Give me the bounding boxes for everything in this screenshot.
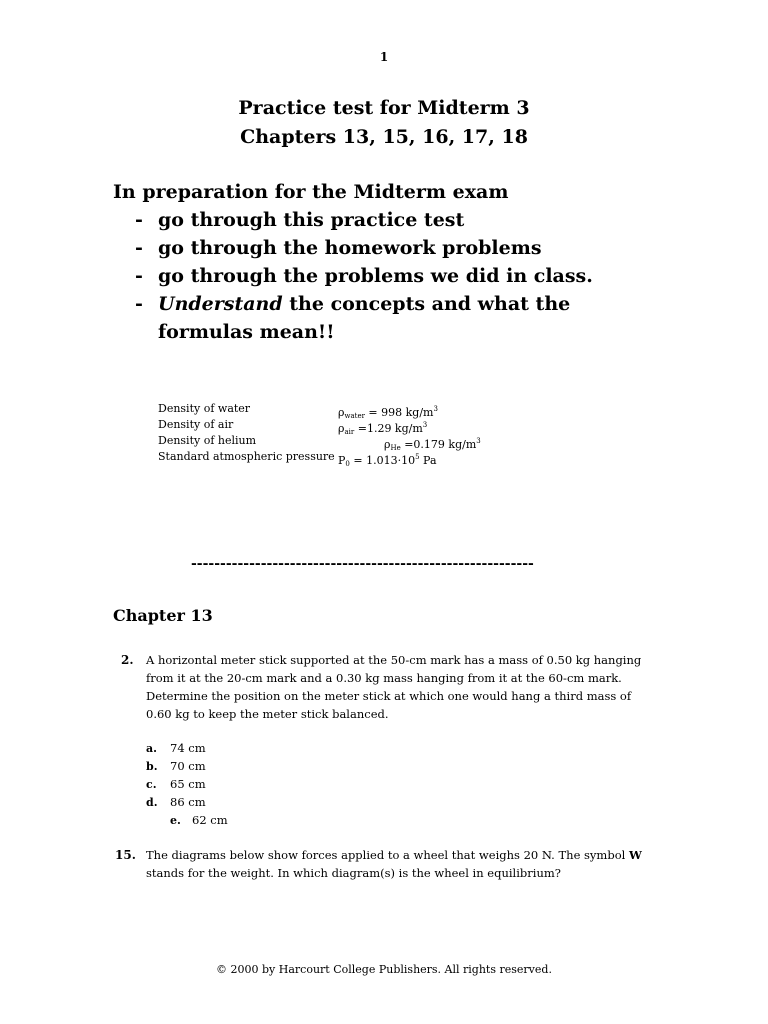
- superscript: 3: [422, 421, 428, 429]
- subscript: water: [344, 412, 365, 420]
- option-text: 65 cm: [170, 777, 206, 791]
- bullet-item: go through the problems we did in class.: [158, 265, 593, 287]
- value: = 998 kg/m: [364, 406, 434, 419]
- value: = 1.013·10: [349, 454, 416, 467]
- constant-label: Density of helium: [158, 434, 257, 447]
- bullet-dash: -: [135, 237, 143, 259]
- symbol: P: [338, 454, 346, 467]
- subscript: He: [390, 444, 401, 452]
- superscript: 5: [415, 453, 420, 461]
- question-text-part: stands for the weight. In which diagram(s) is the wheel in equilibrium?: [146, 866, 561, 880]
- constant-label: Density of water: [158, 402, 251, 415]
- bullet-item-text: the concepts and what the formulas mean!!: [158, 293, 571, 343]
- option-letter: d.: [146, 796, 158, 809]
- chapter-heading: Chapter 13: [113, 606, 213, 625]
- question-text: A horizontal meter stick supported at the 50-cm mark has a mass of 0.50 kg hanging from it at the 20-cm mark and a 0.30 kg mass hanging from it at the 60-cm mark. Determine the position on the meter stick at which one would hang a third mass of 0.60 kg to keep the meter stick balanced.: [146, 653, 642, 721]
- value: =0.179 kg/m: [400, 438, 477, 451]
- prep-heading: In preparation for the Midterm exam: [113, 181, 509, 203]
- bullet-emphasis: Understand: [158, 293, 283, 315]
- bullet-dash: -: [135, 293, 143, 315]
- constant-value: [338, 449, 437, 472]
- symbol: ρ: [338, 406, 345, 419]
- bullet-item: [158, 290, 628, 346]
- option-text: 74 cm: [170, 741, 206, 755]
- option-letter: a.: [146, 742, 157, 755]
- option-letter: b.: [146, 760, 158, 773]
- weight-symbol: W: [628, 848, 642, 862]
- option-text: 86 cm: [170, 795, 206, 809]
- page-subtitle: Chapters 13, 15, 16, 17, 18: [240, 126, 528, 148]
- constant-label: Density of air: [158, 418, 234, 431]
- value: =1.29 kg/m: [354, 422, 423, 435]
- superscript: 3: [476, 437, 481, 445]
- subscript: air: [344, 428, 355, 436]
- page-title: Practice test for Midterm 3: [238, 97, 530, 119]
- question-number: 15.: [115, 848, 136, 862]
- question-text: [146, 846, 646, 882]
- copyright-footer: © 2000 by Harcourt College Publishers. All rights reserved.: [216, 963, 552, 976]
- subscript: 0: [345, 460, 350, 468]
- question-number: 2.: [121, 653, 134, 667]
- bullet-dash: -: [135, 209, 143, 231]
- symbol: ρ: [338, 422, 345, 435]
- bullet-item: go through the homework problems: [158, 237, 542, 259]
- symbol: ρ: [384, 438, 391, 451]
- bullet-dash: -: [135, 265, 143, 287]
- option-letter: e.: [170, 814, 181, 827]
- option-letter: c.: [146, 778, 157, 791]
- unit: Pa: [419, 454, 437, 467]
- bullet-item: go through this practice test: [158, 209, 465, 231]
- option-text: 62 cm: [192, 813, 228, 827]
- page-number: 1: [379, 50, 389, 64]
- superscript: 3: [433, 405, 438, 413]
- option-text: 70 cm: [170, 759, 206, 773]
- question-text-part: The diagrams below show forces applied to a wheel that weighs 20 N. The symbol: [146, 848, 629, 862]
- constant-label: Standard atmospheric pressure: [158, 450, 335, 463]
- section-divider: -----------------------------------------------------------: [191, 556, 534, 572]
